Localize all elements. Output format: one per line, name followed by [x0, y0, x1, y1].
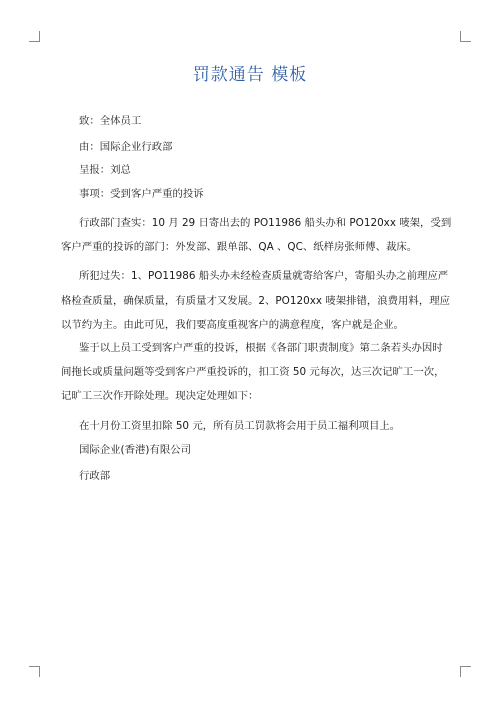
addressee-line: 致：全体员工: [79, 115, 142, 127]
paragraph-investigation-line-1: 行政部门查实：10 月 29 日寄出去的 PO11986 船头办和 PO120xx 唛架，受到: [79, 217, 452, 229]
paragraph-penalty-line-1: 鉴于以上员工受到客户严重的投诉，根据《各部门职责制度》第二条若头办因时: [79, 342, 443, 354]
crop-mark-bottom-right: [460, 666, 471, 677]
crop-mark-top-right: [460, 31, 471, 42]
paragraph-penalty-line-2: 间拖长或质量问题等受到客户严重投诉的，扣工资 50 元每次，达三次记旷工一次，: [61, 366, 445, 378]
report-to-line: 呈报：刘总: [79, 164, 131, 176]
sender-line: 由：国际企业行政部: [79, 141, 173, 153]
document-title: 罚款通告 模板: [192, 65, 308, 85]
paragraph-faults-line-2: 格检查质量，确保质量，有质量才又发展。2、PO120xx 唛架排错，浪费用料，理应: [61, 295, 450, 307]
crop-mark-bottom-left: [29, 666, 40, 677]
crop-mark-top-left: [29, 31, 40, 42]
paragraph-faults-line-3: 以节约为主。由此可见，我们要高度重视客户的满意程度，客户就是企业。: [61, 319, 404, 331]
paragraph-investigation-line-2: 客户严重的投诉的部门：外发部、跟单部、QA 、QC、纸样房张师傅、裁床。: [61, 241, 418, 253]
paragraph-faults-line-1: 所犯过失：1、PO11986 船头办未经检查质量就寄给客户，寄船头办之前理应严: [79, 270, 449, 282]
company-name: 国际企业(香港)有限公司: [79, 444, 192, 456]
paragraph-penalty-line-3: 记旷工三次作开除处理。现决定处理如下：: [61, 390, 259, 402]
decision-line: 在十月份工资里扣除 50 元，所有员工罚款将会用于员工福利项目上。: [79, 420, 401, 432]
subject-line: 事项：受到客户严重的投诉: [79, 188, 204, 200]
department-signature: 行政部: [79, 470, 111, 482]
